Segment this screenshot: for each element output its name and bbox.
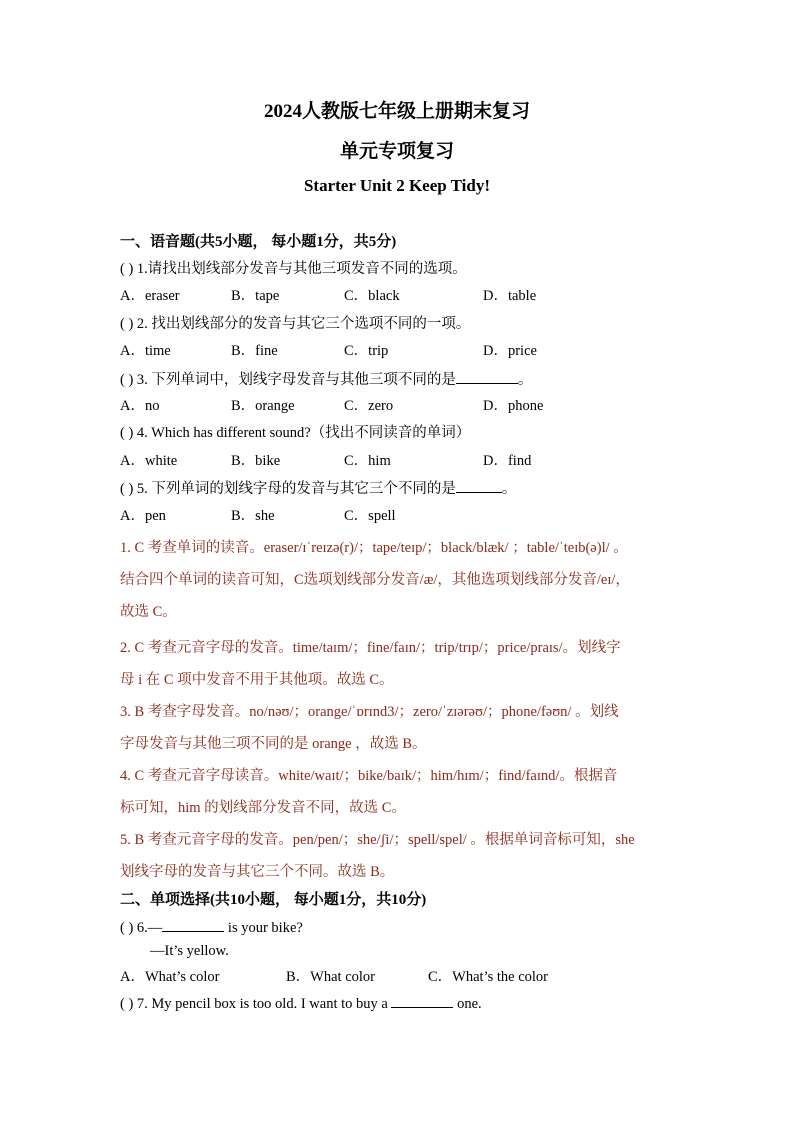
question-3-end: 。 bbox=[517, 372, 533, 388]
unit-title: Starter Unit 2 Keep Tidy! bbox=[303, 176, 491, 195]
question-3-options bbox=[120, 396, 680, 416]
answer-blank bbox=[162, 917, 224, 932]
option-a: A．What’s color bbox=[120, 969, 220, 985]
option-b: B．bike bbox=[231, 453, 281, 469]
question-7 bbox=[120, 993, 482, 1014]
question-2-options bbox=[120, 341, 680, 361]
section2-heading: 二、单项选择(共10小题， 每小题1分，共10分) bbox=[120, 892, 427, 908]
answer-1-line1: 1. C 考查单词的读音。eraser/ɪˈreɪzə(r)/；tape/teɪp/；black/blæk/ ；table/ˈteɪb(ə)l/ 。 bbox=[120, 540, 628, 556]
answer-5-line1: 5. B 考查元音字母的发音。pen/pen/；she/ʃi/；spell/spel/ 。根据单词音标可知，she bbox=[120, 832, 635, 848]
answer-2-line2: 母 i 在 C 项中发音不用于其他项。故选 C。 bbox=[120, 672, 394, 688]
option-d: D．table bbox=[483, 288, 537, 304]
question-1-options bbox=[120, 286, 680, 306]
answer-blank bbox=[391, 993, 453, 1008]
option-c: C．What’s the color bbox=[428, 969, 549, 985]
question-3 bbox=[120, 369, 532, 390]
option-a: A．eraser bbox=[120, 288, 180, 304]
doc-subtitle: 单元专项复习 bbox=[339, 141, 454, 162]
question-3-text: ( ) 3. 下列单词中，划线字母发音与其他三项不同的是 bbox=[120, 372, 456, 388]
question-4-options bbox=[120, 451, 680, 471]
option-c: C．him bbox=[344, 453, 391, 469]
answer-2-line1: 2. C 考查元音字母的发音。time/taɪm/；fine/faɪn/；trip/trɪp/；price/praɪs/。划线字 bbox=[120, 640, 621, 656]
option-a: A．no bbox=[120, 398, 160, 414]
option-d: D．price bbox=[483, 343, 537, 359]
section1-heading: 一、语音题(共5小题， 每小题1分，共5分) bbox=[120, 234, 397, 250]
option-d: D．phone bbox=[483, 398, 544, 414]
answer-blank bbox=[456, 369, 518, 384]
answer-blank bbox=[456, 478, 502, 493]
question-7-rest: one. bbox=[453, 996, 482, 1012]
doc-title: 2024人教版七年级上册期末复习 bbox=[263, 101, 530, 122]
answer-1-line3: 故选 C。 bbox=[120, 604, 177, 620]
option-c: C．spell bbox=[344, 508, 396, 524]
option-b: B．tape bbox=[231, 288, 280, 304]
option-a: A．white bbox=[120, 453, 178, 469]
option-c: C．trip bbox=[344, 343, 389, 359]
question-6-rest: is your bike? bbox=[224, 920, 303, 936]
answer-3-line1: 3. B 考查字母发音。no/nəʊ/；orange/ˈɒrɪnd3/；zero/ˈzɪərəʊ/；phone/fəʊn/ 。划线 bbox=[120, 704, 619, 720]
option-c: C．black bbox=[344, 288, 400, 304]
option-d: D．find bbox=[483, 453, 532, 469]
answer-4-line1: 4. C 考查元音字母读音。white/waɪt/；bike/baɪk/；him/hɪm/；find/faɪnd/。根据音 bbox=[120, 768, 618, 784]
option-a: A．pen bbox=[120, 508, 166, 524]
option-b: B．she bbox=[231, 508, 275, 524]
question-6 bbox=[120, 917, 303, 938]
question-6-options bbox=[120, 967, 680, 987]
answer-5-line2: 划线字母的发音与其它三个不同。故选 B。 bbox=[120, 864, 395, 880]
answer-3-line2: 字母发音与其他三项不同的是 orange ，故选 B。 bbox=[120, 736, 427, 752]
question-4: ( ) 4. Which has different sound?（找出不同读音的单词） bbox=[120, 425, 471, 441]
question-2: ( ) 2. 找出划线部分的发音与其它三个选项不同的一项。 bbox=[120, 316, 471, 332]
question-5 bbox=[120, 478, 516, 499]
question-7-text: ( ) 7. My pencil box is too old. I want to buy a bbox=[120, 996, 392, 1012]
question-6-reply: —It’s yellow. bbox=[150, 943, 229, 959]
question-5-text: ( ) 5. 下列单词的划线字母的发音与其它三个不同的是 bbox=[120, 481, 456, 497]
question-1: ( ) 1.请找出划线部分发音与其他三项发音不同的选项。 bbox=[120, 261, 467, 277]
question-5-end: 。 bbox=[501, 481, 517, 497]
answer-4-line2: 标可知，him 的划线部分发音不同，故选 C。 bbox=[120, 800, 406, 816]
answer-1-line2: 结合四个单词的读音可知，C选项划线部分发音/æ/，其他选项划线部分发音/eɪ/， bbox=[120, 572, 630, 588]
option-c: C．zero bbox=[344, 398, 394, 414]
question-6-text: ( ) 6.— bbox=[120, 920, 163, 936]
question-5-options bbox=[120, 506, 680, 526]
option-b: B．fine bbox=[231, 343, 278, 359]
option-b: B．What color bbox=[286, 969, 375, 985]
option-a: A．time bbox=[120, 343, 171, 359]
option-b: B．orange bbox=[231, 398, 295, 414]
